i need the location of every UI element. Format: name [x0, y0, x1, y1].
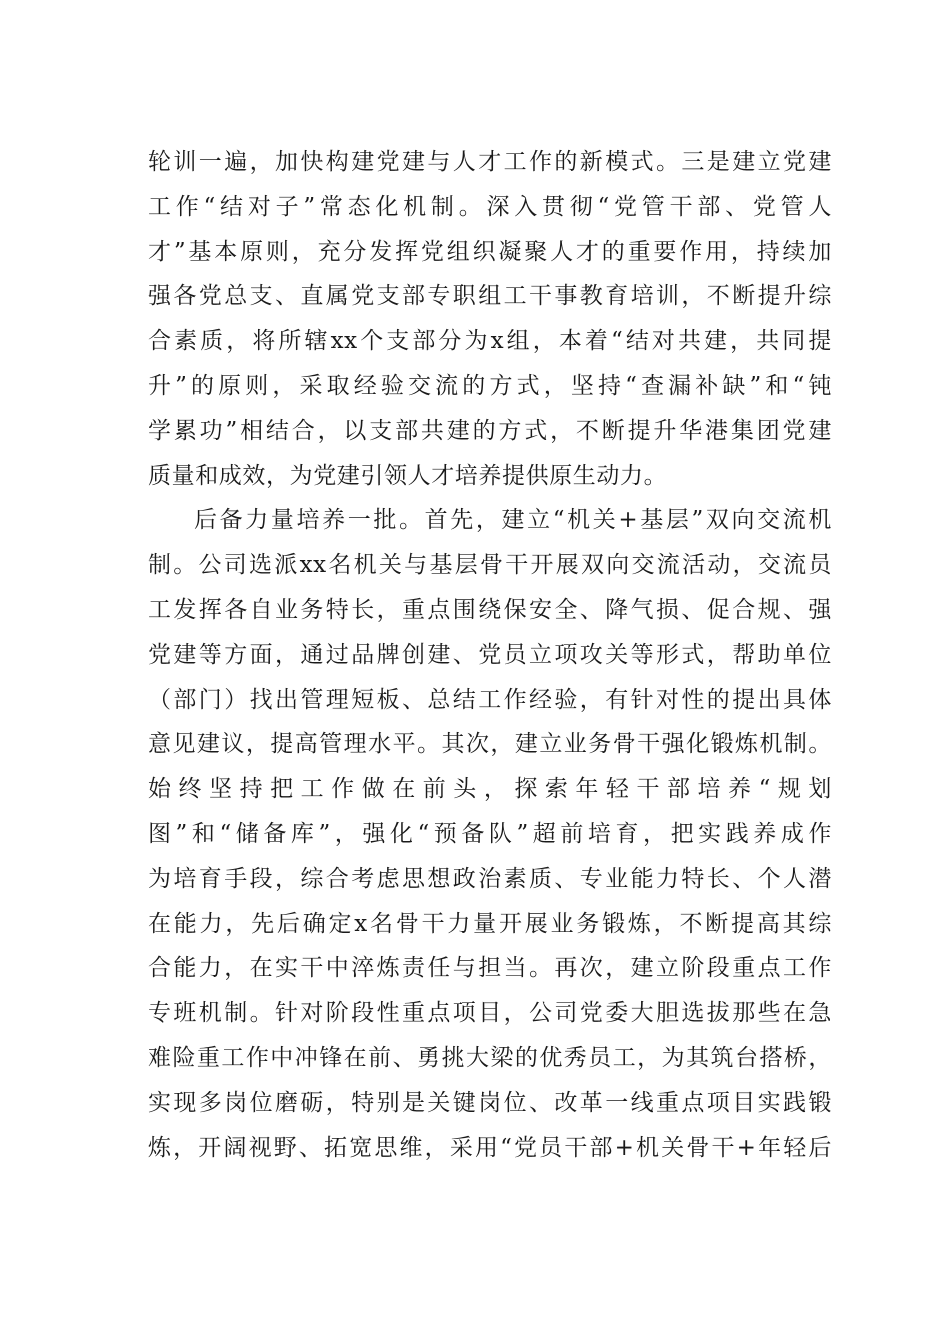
text-line: 制。公司选派xx名机关与基层骨干开展双向交流活动，交流员: [148, 552, 832, 579]
text-line: 党建等方面，通过品牌创建、党员立项攻关等形式，帮助单位: [148, 641, 832, 668]
document-body: [148, 140, 832, 1170]
text-line: 学累功”相结合，以支部共建的方式，不断提升华港集团党建: [148, 417, 832, 444]
text-line: 始终坚持把工作做在前头，探索年轻干部培养“规划: [148, 776, 832, 803]
text-line: 意见建议，提高管理水平。其次，建立业务骨干强化锻炼机制。: [148, 731, 832, 758]
text-line: 合素质，将所辖xx个支部分为x组，本着“结对共建，共同提: [148, 328, 832, 355]
text-line: 才”基本原则，充分发挥党组织凝聚人才的重要作用，持续加: [148, 238, 832, 265]
text-line: 在能力，先后确定x名骨干力量开展业务锻炼，不断提高其综: [148, 910, 832, 937]
text-line: 图”和“储备库”，强化“预备队”超前培育，把实践养成作: [148, 820, 832, 847]
text-line: 为培育手段，综合考虑思想政治素质、专业能力特长、个人潜: [148, 865, 832, 892]
text-line: （部门）找出管理短板、总结工作经验，有针对性的提出具体: [148, 686, 832, 713]
text-line: 炼，开阔视野、拓宽思维，采用“党员干部+机关骨干+年轻后: [148, 1134, 832, 1161]
text-line: 升”的原则，采取经验交流的方式，坚持“查漏补缺”和“钝: [148, 372, 832, 399]
text-line: 工作“结对子”常态化机制。深入贯彻“党管干部、党管人: [148, 193, 832, 220]
text-line: 质量和成效，为党建引领人才培养提供原生动力。: [148, 462, 668, 489]
text-line: 难险重工作中冲锋在前、勇挑大梁的优秀员工，为其筑台搭桥，: [148, 1044, 832, 1071]
text-line: 强各党总支、直属党支部专职组工干事教育培训，不断提升综: [148, 283, 832, 310]
text-line: 轮训一遍，加快构建党建与人才工作的新模式。三是建立党建: [148, 149, 832, 175]
text-line: 合能力，在实干中淬炼责任与担当。再次，建立阶段重点工作: [148, 955, 832, 982]
text-line: 实现多岗位磨砺，特别是关键岗位、改革一线重点项目实践锻: [148, 1089, 832, 1116]
paragraph-heading-line: 后备力量培养一批。首先，建立“机关+基层”双向交流机: [194, 507, 832, 534]
text-line: 专班机制。针对阶段性重点项目，公司党委大胆选拔那些在急: [148, 1000, 832, 1027]
text-line: 工发挥各自业务特长，重点围绕保安全、降气损、促合规、强: [148, 596, 832, 623]
